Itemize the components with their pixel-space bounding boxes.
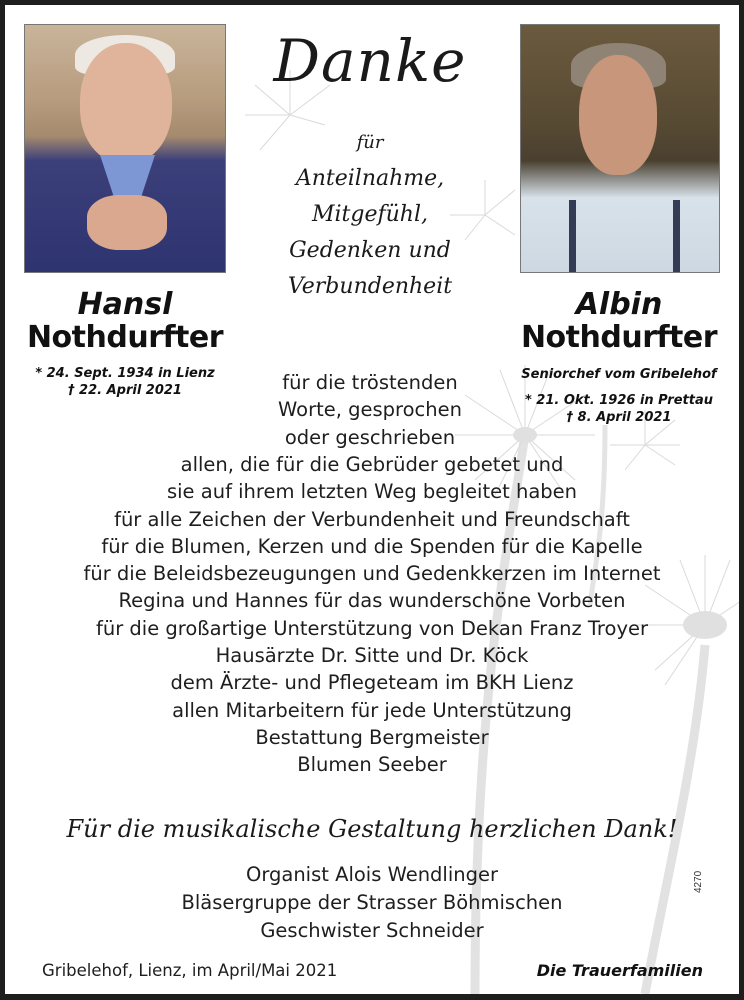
person-role: Seniorchef vom Gribelehof [521,367,717,382]
place-date: Gribelehof, Lienz, im April/Mai 2021 [42,961,338,980]
musician-line: Organist Alois Wendlinger [245,863,499,886]
thanks-line: allen Mitarbeitern für jede Unterstützung [172,698,572,722]
person-name-left [15,288,235,354]
suspender-strap [673,200,680,273]
first-name: Hansl [77,287,173,322]
last-name: Nothdurfter [520,320,718,355]
death-date: † 8. April 2021 [566,410,672,425]
portrait-photo-hansl [24,24,226,273]
portrait-face [80,43,172,163]
script-intro [245,125,495,305]
thanks-line: Bestattung Bergmeister [255,725,489,749]
thanks-line: für alle Zeichen der Verbundenheit und Freundschaft [114,507,630,531]
musician-line: Bläsergruppe der Strasser Böhmischen [181,891,563,914]
script-fuer: für [356,132,384,153]
last-name: Nothdurfter [26,320,224,355]
music-thanks-heading: Für die musikalische Gestaltung herzlichen Dank! [66,815,678,843]
thanks-line: sie auf ihrem letzten Weg begleitet haben [166,480,578,504]
person-name-right [505,288,733,354]
portrait-face [579,55,657,175]
script-line: Mitgefühl, [311,202,428,227]
script-line: Gedenken und [289,238,451,263]
person-dates-left [15,365,235,399]
person-dates-right [505,366,733,426]
suspender-strap [569,200,576,273]
birth-date: * 21. Okt. 1926 in Prettau [524,393,713,408]
thanks-line: allen, die für die Gebrüder gebetet und [180,453,564,476]
thanks-intro [230,369,510,451]
thanks-line: für die großartige Unterstützung von Dekan Franz Troyer [95,616,649,640]
musicians-list [5,861,739,945]
thanks-intro-line: für die tröstenden [282,371,458,394]
script-line: Verbundenheit [287,274,453,299]
musician-line: Geschwister Schneider [260,919,484,942]
portrait-hands [87,195,167,250]
obituary-thank-you-card [5,5,739,994]
thanks-intro-line: Worte, gesprochen [278,398,462,422]
script-line: Anteilnahme, [295,166,445,191]
thanks-line: für die Blumen, Kerzen und die Spenden für die Kapelle [101,534,643,558]
first-name: Albin [575,287,663,322]
death-date: † 22. April 2021 [68,383,182,398]
thanks-intro-line: oder geschrieben [284,425,456,449]
thanks-line: Blumen Seeber [297,753,447,777]
thanks-line: Regina und Hannes für das wunderschöne Vorbeten [118,589,626,613]
thanks-line: Hausärzte Dr. Sitte und Dr. Köck [215,644,529,668]
page-title: Danke [273,27,467,95]
thanks-line: dem Ärzte- und Pflegeteam im BKH Lienz [170,671,574,695]
birth-date: * 24. Sept. 1934 in Lienz [35,366,215,381]
thanks-line: für die Beleidsbezeugungen und Gedenkkerzen im Internet [83,562,661,586]
thanks-list [5,451,739,779]
ad-code: 4270 [693,870,704,893]
portrait-photo-albin [520,24,720,273]
signature: Die Trauerfamilien [536,961,703,980]
